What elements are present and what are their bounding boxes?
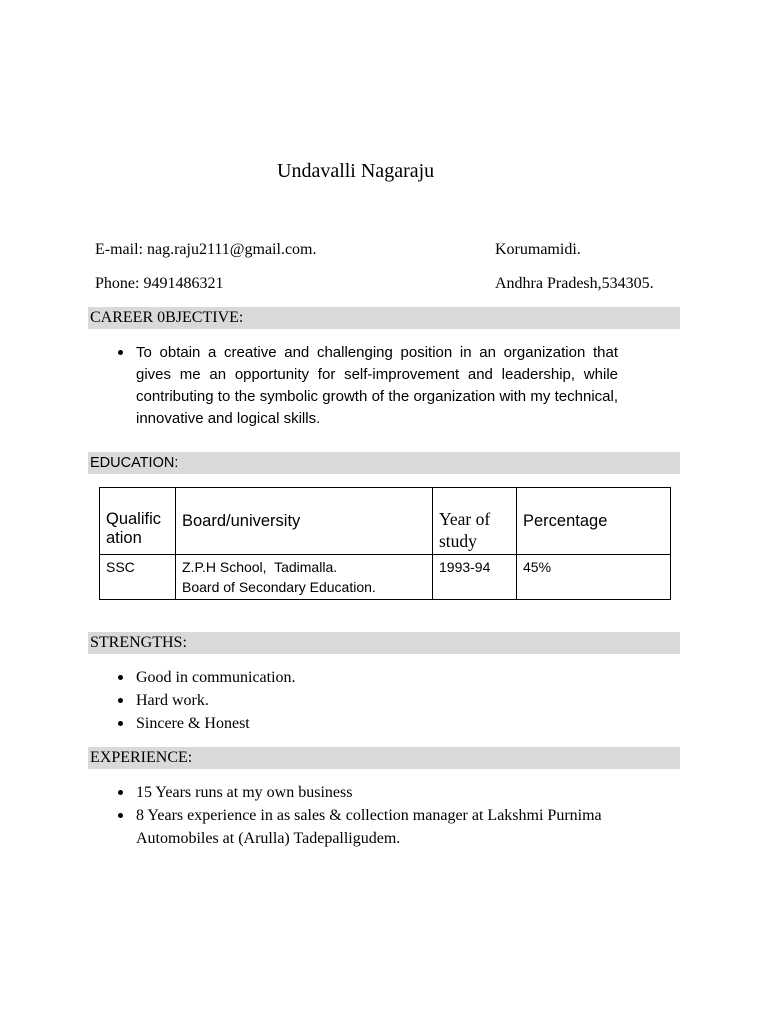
city-text: Korumamidi. (495, 241, 581, 258)
experience-heading: EXPERIENCE: (88, 747, 680, 769)
state-text: Andhra Pradesh,534305. (495, 275, 654, 292)
career-objective-heading: CAREER 0BJECTIVE: (88, 307, 680, 329)
career-objective-list (108, 342, 618, 430)
education-table-header (100, 488, 671, 555)
resume-name: Undavalli Nagaraju (277, 160, 435, 182)
cell-qualification: SSC (100, 555, 176, 600)
strengths-heading: STRENGTHS: (88, 632, 680, 654)
col-header-percentage: Percentage (517, 488, 671, 555)
list-item: Hard work. (108, 689, 668, 712)
list-item: 15 Years runs at my own business (108, 781, 653, 804)
col-header-qualification: Qualification (100, 488, 176, 555)
education-heading: EDUCATION: (88, 452, 680, 474)
experience-list (108, 781, 653, 850)
table-row (100, 555, 671, 600)
career-objective-text: To obtain a creative and challenging position in an organization that gives me an opportunity for self-improvement and leadership, while contributing to the symbolic growth of the organization with my technical, innovative and logical skills. (108, 342, 618, 430)
list-item: Sincere & Honest (108, 712, 668, 735)
phone-text: Phone: 9491486321 (95, 275, 224, 292)
cell-percentage: 45% (517, 555, 671, 600)
cell-board-line2: Board of Secondary Education. (182, 579, 376, 595)
col-header-year: Year of study (433, 488, 517, 555)
email-text: E-mail: nag.raju2111@gmail.com. (95, 241, 317, 258)
cell-board-line1: Z.P.H School, Tadimalla. (182, 559, 338, 575)
cell-year: 1993-94 (433, 555, 517, 600)
list-item: 8 Years experience in as sales & collection manager at Lakshmi Purnima Automobiles at (Arulla) Tadepalligudem. (108, 804, 653, 850)
strengths-list (108, 666, 668, 735)
list-item: Good in communication. (108, 666, 668, 689)
col-header-board: Board/university (176, 488, 433, 555)
education-table (99, 487, 671, 600)
cell-board (176, 555, 433, 600)
